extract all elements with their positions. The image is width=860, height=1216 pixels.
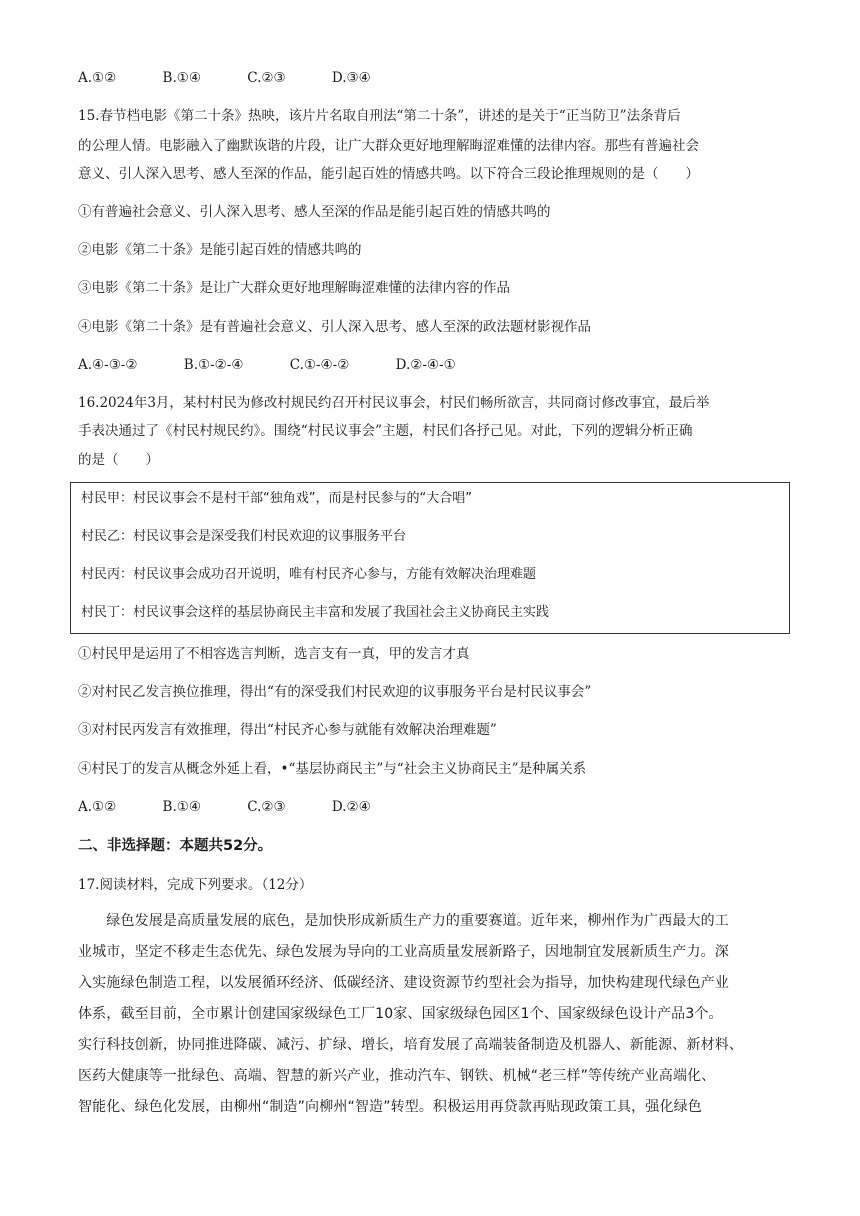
q15-option-d: D.②-④-①	[395, 357, 456, 373]
q16-option-c: C.②③	[247, 799, 286, 815]
q16-options	[78, 797, 371, 817]
q15-statement-1: ①有普遍社会意义、引人深入思考、感人至深的作品是能引起百姓的情感共鸣的	[78, 204, 551, 220]
q16-statement-2: ②对村民乙发言换位推理，得出“有的深受我们村民欢迎的议事服务平台是村民议事会”	[78, 684, 592, 700]
q15-option-b: B.①-②-④	[183, 357, 244, 373]
q17-paragraph-line: 智能化、绿色化发展，由柳州“制造”向柳州“智造”转型。积极运用再贷款再贴现政策工具，强化绿色	[78, 1099, 702, 1115]
q15-statement-4: ④电影《第二十条》是有普遍社会意义、引人深入思考、感人至深的政法题材影视作品	[78, 319, 591, 335]
q14-option-b: B.①④	[162, 70, 201, 86]
q15-statement-3: ③电影《第二十条》是让广大群众更好地理解晦涩难懂的法律内容的作品	[78, 280, 510, 296]
q17-paragraph-line: 入实施绿色制造工程，以发展循环经济、低碳经济、建设资源节约型社会为指导，加快构建现代绿色产业	[78, 975, 729, 991]
villager-a-quote: 村民甲：村民议事会不是村干部“独角戏”，而是村民参与的“大合唱”	[81, 491, 472, 506]
q16-statement-4: ④村民丁的发言从概念外延上看，•“基层协商民主”与“社会主义协商民主”是种属关系	[78, 761, 587, 777]
q17-paragraph-line: 业城市，坚定不移走生态优先、绿色发展为导向的工业高质量发展新路子，因地制宜发展新质生产力。深	[78, 944, 729, 960]
q15-statement-2: ②电影《第二十条》是能引起百姓的情感共鸣的	[78, 242, 362, 258]
villager-b-quote: 村民乙：村民议事会是深受我们村民欢迎的议事服务平台	[81, 529, 407, 544]
villager-quotes-box	[70, 482, 790, 634]
q14-options	[78, 68, 371, 88]
q16-statement-3: ③对村民丙发言有效推理，得出“村民齐心参与就能有效解决治理难题”	[78, 722, 497, 738]
q16-option-a: A.①②	[78, 799, 117, 815]
q17-paragraph-line: 实行科技创新，协同推进降碳、减污、扩绿、增长，培育发展了高端装备制造及机器人、新能源、新材料、	[78, 1037, 744, 1053]
q15-options	[78, 355, 456, 375]
q14-option-c: C.②③	[247, 70, 286, 86]
q15-stem-line-1: 15.春节档电影《第二十条》热映，该片片名取自刑法“第二十条”，讲述的是关于“正当防卫”法条背后	[78, 108, 681, 124]
q14-option-a: A.①②	[78, 70, 117, 86]
q16-statement-1: ①村民甲是运用了不相容选言判断，选言支有一真，甲的发言才真	[78, 646, 470, 662]
q16-stem-line-3: 的是（ ）	[78, 452, 159, 468]
q17-paragraph-line: 绿色发展是高质量发展的底色，是加快形成新质生产力的重要赛道。近年来，柳州作为广西最大的工	[78, 913, 729, 929]
q15-stem-line-3: 意义、引人深入思考、感人至深的作品，能引起百姓的情感共鸣。以下符合三段论推理规则的是（ ）	[78, 166, 699, 182]
q14-option-d: D.③④	[331, 70, 371, 86]
q16-stem-line-1: 16.2024年3月，某村村民为修改村规民约召开村民议事会，村民们畅所欲言，共同商讨修改事宜，最后举	[78, 395, 710, 411]
q15-option-a: A.④-③-②	[78, 357, 138, 373]
q16-stem-line-2: 手表决通过了《村民村规民约》。围绕“村民议事会”主题，村民们各抒己见。对此，下列的逻辑分析正确	[78, 423, 693, 439]
q15-option-c: C.①-④-②	[289, 357, 350, 373]
q16-option-d: D.②④	[331, 799, 371, 815]
section-2-heading: 二、非选择题：本题共52分。	[78, 838, 273, 854]
q15-stem-line-2: 的公理人情。电影融入了幽默诙谐的片段，让广大群众更好地理解晦涩难懂的法律内容。那些有普遍社会	[78, 138, 699, 154]
q17-paragraph-line: 医药大健康等一批绿色、高端、智慧的新兴产业，推动汽车、钢铁、机械“老三样”等传统产业高端化、	[78, 1068, 716, 1084]
villager-c-quote: 村民丙：村民议事会成功召开说明，唯有村民齐心参与，方能有效解决治理难题	[81, 567, 537, 582]
q17-title: 17.阅读材料，完成下列要求。（12分）	[78, 877, 313, 893]
q17-paragraph-line: 体系，截至目前，全市累计创建国家级绿色工厂10家、国家级绿色园区1个、国家级绿色设计产品3个。	[78, 1006, 723, 1022]
q17-material-paragraph	[78, 906, 784, 1123]
q16-option-b: B.①④	[162, 799, 201, 815]
villager-d-quote: 村民丁：村民议事会这样的基层协商民主丰富和发展了我国社会主义协商民主实践	[81, 605, 550, 620]
